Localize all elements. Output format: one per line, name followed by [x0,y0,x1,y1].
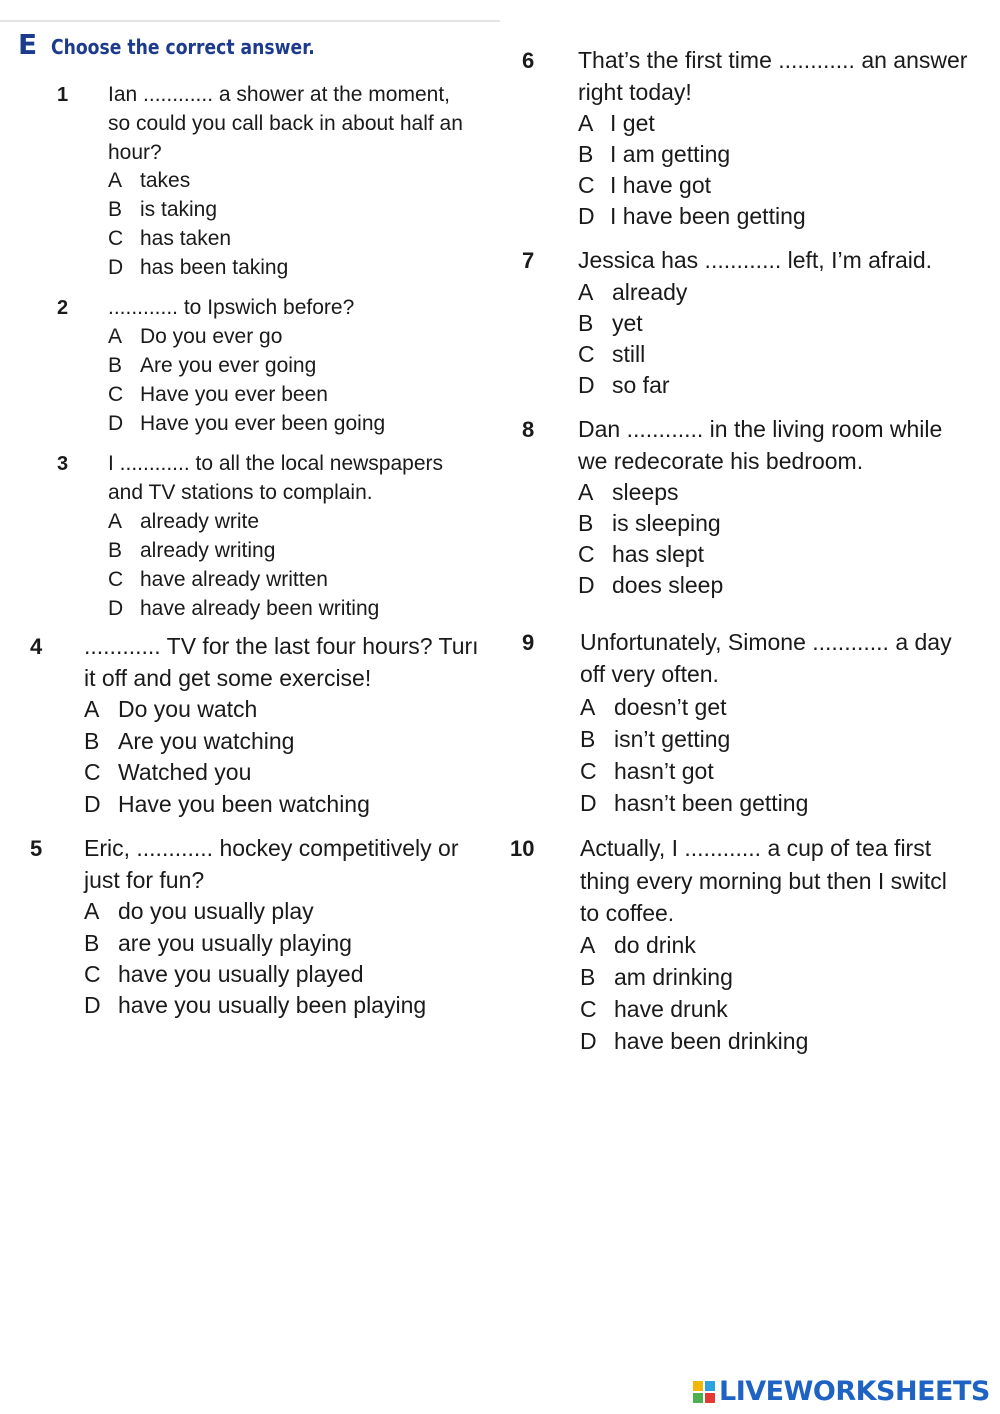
option-letter: A [578,279,594,305]
option-text: Do you ever go [140,325,283,348]
option-letter: B [580,964,596,990]
question-number: 5 [30,836,43,861]
question-text: Dan ............ in the living room while [578,416,943,442]
option-letter: B [578,510,594,536]
logo-squares-icon [693,1381,715,1403]
question-number: 9 [522,630,535,655]
question-number: 1 [57,84,69,106]
option-letter: B [108,198,123,221]
option-text: hasn’t got [614,758,714,784]
answer-option[interactable] [578,174,711,197]
option-text: hasn’t been getting [614,790,809,816]
answer-option[interactable] [580,728,730,751]
answer-option[interactable] [108,326,282,347]
answer-option[interactable] [84,932,352,955]
question-number: 7 [522,248,535,273]
option-letter: A [578,479,594,505]
answer-option[interactable] [108,199,217,220]
answer-option[interactable] [108,257,288,278]
option-letter: C [108,568,124,591]
answer-option[interactable] [580,792,808,815]
option-text: is taking [140,198,218,221]
option-text: doesn’t get [614,694,727,720]
answer-option[interactable] [578,312,643,335]
question-number: 8 [522,417,535,442]
answer-option[interactable] [108,384,328,405]
answer-option[interactable] [84,698,257,721]
question-text: Actually, I ............ a cup of tea first [580,835,932,861]
option-text: I am getting [610,141,731,167]
answer-option[interactable] [84,900,314,923]
option-letter: D [580,1028,597,1054]
top-divider [0,20,500,22]
option-text: am drinking [614,964,733,990]
option-letter: C [578,172,595,198]
question-text: I ............ to all the local newspapers [108,452,443,475]
option-letter: C [580,758,597,784]
answer-option[interactable] [578,143,730,166]
question-text: to coffee. [580,900,675,926]
question-number: 4 [30,634,43,659]
option-text: already write [140,510,260,533]
option-letter: D [84,992,101,1018]
section-letter: E [18,28,38,61]
option-text: have drunk [614,996,728,1022]
question-text: ............ TV for the last four hours? Turı [84,633,479,659]
question-text: ............ to Ipswich before? [108,296,355,319]
option-letter: B [84,930,100,956]
option-text: isn’t getting [614,726,731,752]
option-text: still [612,341,646,367]
answer-option[interactable] [108,355,316,376]
option-text: have you usually been playing [118,992,427,1018]
liveworksheets-logo [693,1376,990,1407]
option-letter: D [578,372,595,398]
option-letter: C [108,227,124,250]
answer-option[interactable] [578,281,687,304]
option-text: have already written [140,568,328,591]
option-letter: B [84,728,100,754]
answer-option[interactable] [580,760,714,783]
question-number: 2 [57,297,69,319]
option-letter: C [84,759,101,785]
option-text: is sleeping [612,510,721,536]
option-text: has taken [140,227,232,250]
option-letter: C [580,996,597,1022]
option-text: I get [610,110,655,136]
option-letter: D [580,790,597,816]
answer-option[interactable] [84,793,370,816]
option-letter: C [108,383,124,406]
option-letter: D [84,791,101,817]
question-text: off very often. [580,661,719,687]
question-number: 3 [57,453,69,475]
answer-option[interactable] [108,511,259,532]
answer-option[interactable] [108,413,385,434]
option-text: Have you ever been [140,383,328,406]
question-text: Jessica has ............ left, I’m afraid. [578,247,933,273]
answer-option[interactable] [108,540,275,561]
answer-option[interactable] [578,343,645,366]
answer-option[interactable] [578,374,670,397]
option-text: have already been writing [140,597,380,620]
answer-option[interactable] [580,998,728,1021]
logo-text: LIVEWORKSHEETS [719,1376,990,1407]
option-letter: A [580,694,596,720]
answer-option[interactable] [108,598,379,619]
answer-option[interactable] [580,966,733,989]
answer-option[interactable] [108,569,328,590]
answer-option[interactable] [108,228,231,249]
option-text: I have been getting [610,203,806,229]
option-letter: C [84,961,101,987]
option-text: have you usually played [118,961,364,987]
answer-option[interactable] [580,696,727,719]
option-text: already [612,279,688,305]
option-letter: B [578,310,594,336]
question-text: and TV stations to complain. [108,481,373,504]
option-letter: D [108,412,124,435]
option-text: has been taking [140,256,289,279]
option-text: Are you ever going [140,354,317,377]
question-text: Eric, ............ hockey competitively or [84,835,459,861]
question-text: Unfortunately, Simone ............ a day [580,629,952,655]
option-letter: C [578,341,595,367]
question-text: right today! [578,79,692,105]
option-letter: B [108,539,123,562]
option-text: does sleep [612,572,724,598]
option-letter: D [108,256,124,279]
option-text: yet [612,310,643,336]
section-instruction: Choose the correct answer. [51,35,315,59]
logo-square [705,1393,715,1403]
option-letter: D [108,597,124,620]
option-text: Have you ever been going [140,412,386,435]
option-text: do drink [614,932,696,958]
option-text: sleeps [612,479,679,505]
question-text: we redecorate his bedroom. [578,448,864,474]
question-number: 10 [510,836,535,861]
answer-option[interactable] [578,543,704,566]
option-letter: A [108,169,123,192]
option-letter: B [108,354,123,377]
option-text: have been drinking [614,1028,809,1054]
option-text: so far [612,372,670,398]
option-text: has slept [612,541,705,567]
option-letter: B [578,141,594,167]
question-text: just for fun? [84,867,205,893]
answer-option[interactable] [84,963,364,986]
answer-option[interactable] [578,512,721,535]
answer-option[interactable] [108,170,190,191]
option-letter: C [578,541,595,567]
option-text: do you usually play [118,898,314,924]
option-text: already writing [140,539,276,562]
option-letter: A [84,696,100,722]
option-letter: A [578,110,594,136]
answer-option[interactable] [580,934,696,957]
question-text: thing every morning but then I switcl [580,868,947,894]
option-letter: A [108,325,123,348]
answer-option[interactable] [578,574,723,597]
logo-square [705,1381,715,1391]
answer-option[interactable] [578,112,655,135]
logo-square [693,1393,703,1403]
logo-square [693,1381,703,1391]
option-text: are you usually playing [118,930,352,956]
question-number: 6 [522,48,535,73]
option-text: Are you watching [118,728,295,754]
option-text: Have you been watching [118,791,370,817]
option-letter: D [578,203,595,229]
option-letter: A [84,898,100,924]
section-header [18,28,358,61]
option-letter: A [580,932,596,958]
option-text: Watched you [118,759,252,785]
question-text: Ian ............ a shower at the moment, [108,83,450,106]
option-letter: D [578,572,595,598]
answer-option[interactable] [578,205,806,228]
answer-option[interactable] [580,1030,808,1053]
answer-option[interactable] [578,481,678,504]
answer-option[interactable] [84,730,294,753]
question-text: it off and get some exercise! [84,665,372,691]
option-text: takes [140,169,191,192]
question-text: so could you call back in about half an [108,112,463,135]
option-letter: B [580,726,596,752]
option-text: I have got [610,172,712,198]
question-text: hour? [108,141,162,164]
question-text: That’s the first time ............ an answer [578,47,968,73]
option-text: Do you watch [118,696,258,722]
answer-option[interactable] [84,994,426,1017]
answer-option[interactable] [84,761,251,784]
option-letter: A [108,510,123,533]
